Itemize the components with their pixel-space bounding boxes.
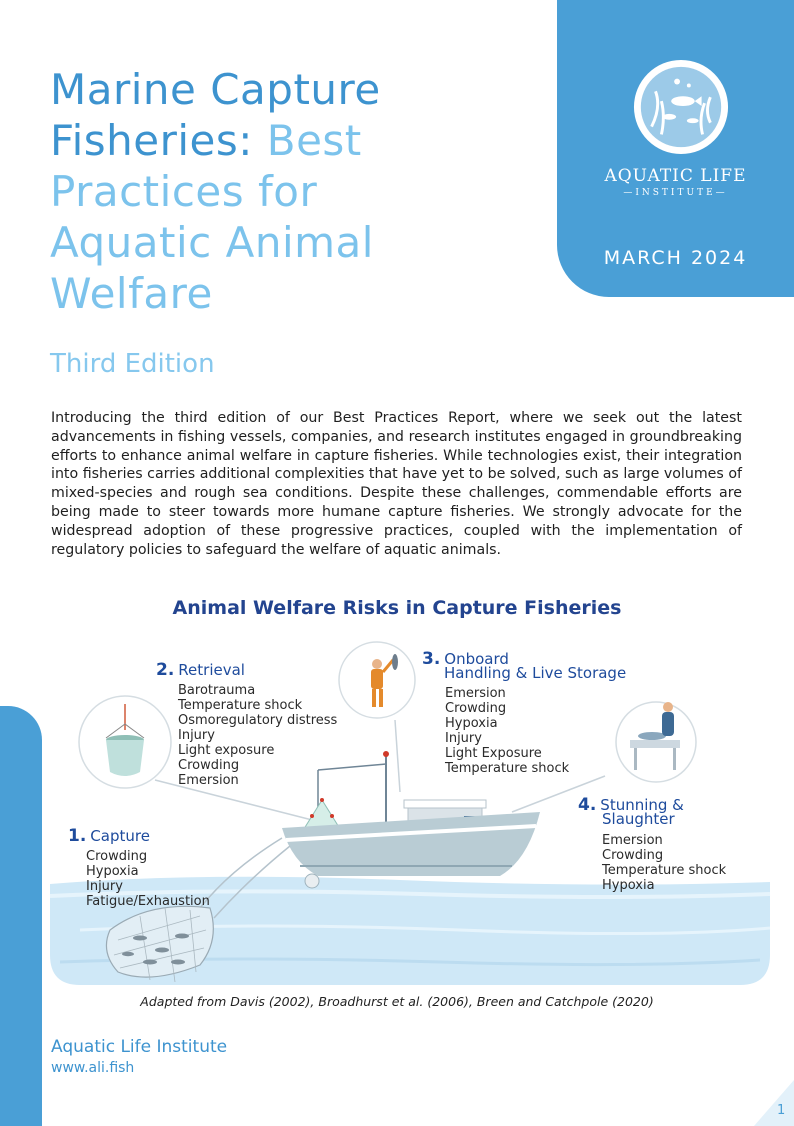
step-capture-risks	[86, 849, 210, 909]
risk-item: Osmoregulatory distress	[178, 713, 338, 728]
report-date: MARCH 2024	[603, 247, 748, 269]
logo-org-name: AQUATIC LIFE	[604, 166, 747, 186]
step-title: Onboard	[444, 650, 509, 668]
risk-item: Temperature shock	[602, 863, 727, 878]
edition-subtitle: Third Edition	[50, 349, 215, 379]
step-title: Stunning &	[600, 796, 684, 814]
risk-item: Emersion	[602, 833, 663, 848]
infographic-caption: Adapted from Davis (2002), Broadhurst et al. (2006), Breen and Catchpole (2020)	[140, 994, 654, 1009]
risk-item: Crowding	[86, 849, 148, 864]
risk-item: Injury	[445, 731, 482, 746]
logo-org-sub-text: INSTITUTE	[635, 188, 716, 198]
risk-item: Hypoxia	[602, 878, 655, 893]
risk-item: Barotrauma	[178, 683, 256, 698]
step-title-line2: Handling & Live Storage	[444, 664, 627, 682]
risk-item: Emersion	[178, 773, 239, 788]
title-light-part: Welfare	[50, 269, 213, 318]
step-onboard-heading	[422, 649, 627, 682]
risk-item: Hypoxia	[445, 716, 498, 731]
infographic-title: Animal Welfare Risks in Capture Fisheries	[172, 597, 622, 619]
step-title: Retrieval	[178, 661, 245, 679]
title-light-part: Best	[252, 116, 362, 165]
net-bucket-icon	[79, 696, 171, 788]
page-number: 1	[777, 1103, 786, 1118]
risk-item: Injury	[86, 879, 123, 894]
title-dark-part: Fisheries:	[50, 116, 253, 165]
risk-item: Crowding	[445, 701, 507, 716]
risk-item: Injury	[178, 728, 215, 743]
page-corner-decoration	[754, 1080, 794, 1126]
risk-item: Light Exposure	[445, 746, 542, 761]
risk-item: Emersion	[445, 686, 506, 701]
title-light-part: Aquatic Animal	[50, 218, 374, 267]
step-stunning-risks	[602, 833, 726, 893]
footer-website-link[interactable]: www.ali.fish	[51, 1060, 135, 1076]
title-dark-part: Marine Capture	[50, 65, 381, 114]
logo-org-sub: —INSTITUTE—	[623, 188, 728, 198]
step-title-line2: Slaughter	[602, 810, 675, 828]
step-retrieval-risks	[178, 683, 337, 788]
step-capture-heading	[68, 826, 150, 846]
risk-item: Fatigue/Exhaustion	[86, 894, 210, 909]
risk-item: Temperature shock	[445, 761, 570, 776]
intro-paragraph: Introducing the third edition of our Best Practices Report, where we seek out the latest advancements in fishing vessels, companies, and research institutes engaged in groundbreaking efforts to enhance animal welfare in capture fisheries. While technologies exist, their integration into fisheries carries additional complexities that have yet to be solved, such as large volumes of mixed-species and rough sea conditions. Despite these challenges, commendable efforts are being made to steer towards more humane capture fisheries. We strongly advocate for the widespread adoption of these progressive practices, coupled with the implementation of regulatory policies to safeguard the welfare of aquatic animals.	[51, 410, 742, 558]
risk-item: Crowding	[178, 758, 240, 773]
step-number: 3.	[422, 649, 441, 669]
fisher-worker-icon	[339, 642, 415, 718]
risk-item: Hypoxia	[86, 864, 139, 879]
risk-item: Light exposure	[178, 743, 275, 758]
pointer-line	[395, 720, 400, 792]
step-number: 2.	[156, 660, 175, 680]
slaughter-table-icon	[616, 702, 696, 782]
step-stunning-heading	[578, 795, 684, 828]
risk-item: Temperature shock	[178, 698, 303, 713]
step-title: Capture	[90, 827, 150, 845]
risk-item: Crowding	[602, 848, 664, 863]
title-light-part: Practices for	[50, 167, 318, 216]
footer-org-name: Aquatic Life Institute	[51, 1037, 228, 1057]
step-onboard-risks	[445, 686, 569, 776]
step-retrieval-heading	[156, 660, 245, 680]
step-number: 1.	[68, 826, 87, 846]
step-number: 4.	[578, 795, 597, 815]
